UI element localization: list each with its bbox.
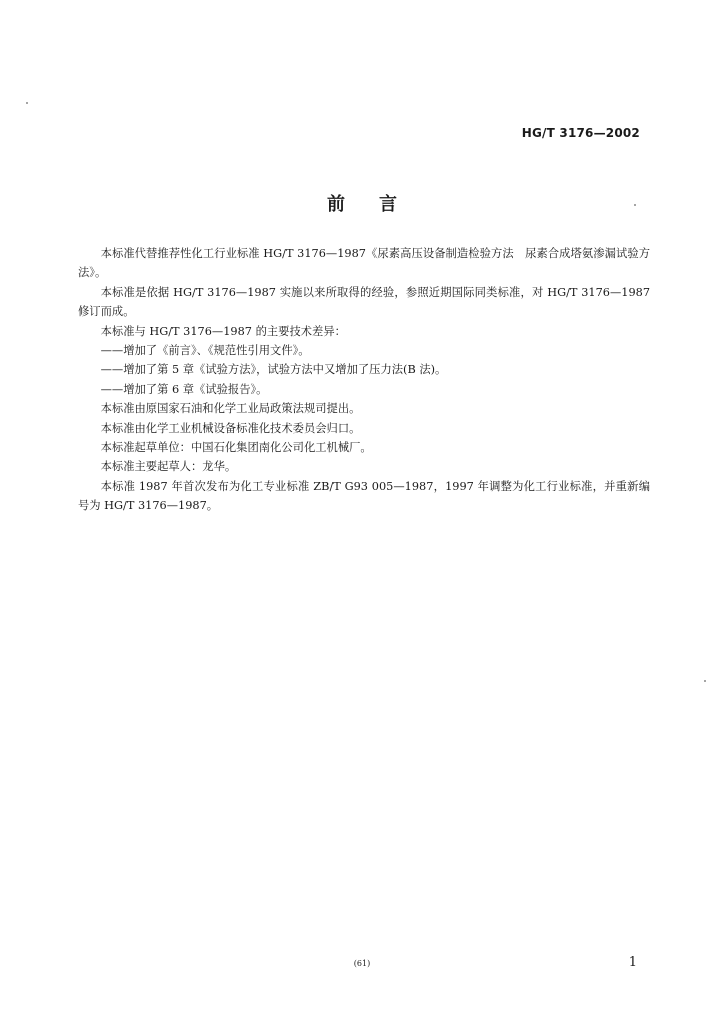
- paragraph: 本标准代替推荐性化工行业标准 HG/T 3176—1987《尿素高压设备制造检验方法 尿素合成塔氨渗漏试验方法》。: [78, 247, 650, 280]
- paragraph: 本标准是依据 HG/T 3176—1987 实施以来所取得的经验，参照近期国际同类标准，对 HG/T 3176—1987 修订而成。: [78, 285, 650, 319]
- paragraph: 本标准主要起草人：龙华。: [100, 460, 237, 474]
- page-number: 1: [628, 955, 637, 970]
- scan-speck: [704, 680, 706, 682]
- list-item: ——增加了《前言》、《规范性引用文件》。: [100, 344, 310, 358]
- footer-sequence-number: (61): [353, 959, 371, 968]
- paragraph: 本标准由化学工业机械设备标准化技术委员会归口。: [100, 421, 361, 435]
- standard-code: HG/T 3176—2002: [521, 126, 640, 140]
- preface-body: [78, 244, 650, 516]
- page-title: 前言: [327, 194, 431, 215]
- list-item: ——增加了第 6 章《试验报告》。: [100, 382, 268, 396]
- list-item: ——增加了第 5 章《试验方法》，试验方法中又增加了压力法(B 法)。: [100, 363, 447, 377]
- paragraph: 本标准 1987 年首次发布为化工专业标准 ZB/T G93 005—1987，1997 年调整为化工行业标准，并重新编号为 HG/T 3176—1987。: [78, 479, 650, 513]
- paragraph: 本标准由原国家石油和化学工业局政策法规司提出。: [100, 402, 361, 416]
- paragraph: 本标准起草单位：中国石化集团南化公司化工机械厂。: [100, 441, 372, 455]
- scan-speck: [634, 204, 636, 206]
- paragraph: 本标准与 HG/T 3176—1987 的主要技术差异：: [100, 324, 346, 338]
- scan-speck: [26, 102, 28, 104]
